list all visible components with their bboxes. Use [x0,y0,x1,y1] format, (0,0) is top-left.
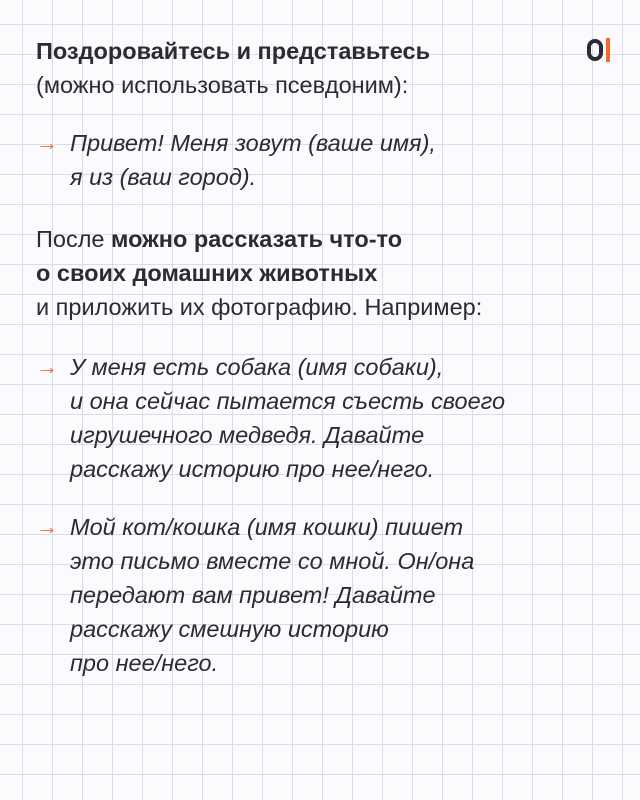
example-line: про нее/него. [70,650,219,676]
arrow-right-icon: → [36,130,58,155]
example-line: это письмо вместе со мной. Он/она [70,548,475,574]
example-line: У меня есть собака (имя собаки), [70,354,444,380]
example-greeting [36,126,596,194]
example-line: я из (ваш город). [70,164,257,190]
example-line: передают вам привет! Давайте [70,582,436,608]
example-cat [36,510,596,680]
logo-bar-shape [606,38,610,62]
intro-heading: Поздоровайтесь и представьтесь [36,38,431,64]
example-line: и она сейчас пытается съесть своего [70,388,506,414]
example-line: расскажу историю про нее/него. [70,456,435,482]
intro-subheading: (можно использовать псевдоним): [36,72,409,98]
pets-line-1 [36,222,596,256]
example-line: Мой кот/кошка (имя кошки) пишет [70,514,464,540]
pets-rest: и приложить их фотографию. Например: [36,294,483,320]
example-dog [36,350,596,486]
pets-bold-2: о своих домашних животных [36,260,378,286]
example-line: расскажу смешную историю [70,616,389,642]
example-line: Привет! Меня зовут (ваше имя), [70,130,436,156]
main-content [36,34,596,680]
pets-prefix: После [36,226,112,252]
example-line: игрушечного медведя. Давайте [70,422,425,448]
arrow-right-icon: → [36,514,58,539]
arrow-right-icon: → [36,354,58,379]
pets-bold-1: можно рассказать что-то [111,226,403,252]
pets-paragraph [36,222,596,324]
intro-paragraph [36,34,596,102]
